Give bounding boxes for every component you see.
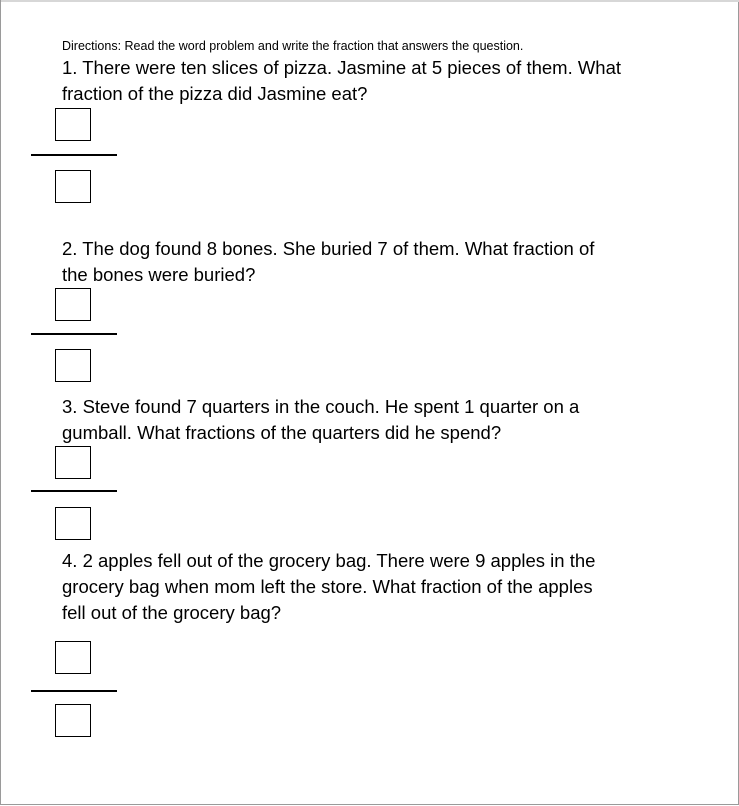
problem-4 [62,548,682,626]
problem-4-line-3: fell out of the grocery bag? [62,602,282,623]
problem-3-line-2: gumball. What fractions of the quarters did he spend? [62,422,502,443]
problem-2-line-2: the bones were buried? [62,264,256,285]
problem-4-fraction-bar [31,690,117,692]
problem-1-numerator-box[interactable] [55,108,91,141]
problem-4-numerator-box[interactable] [55,641,91,674]
problem-3 [62,394,682,446]
problem-1-line-2: fraction of the pizza did Jasmine eat? [62,83,368,104]
problem-2-denominator-box[interactable] [55,349,91,382]
problem-2-numerator-box[interactable] [55,288,91,321]
problem-3-numerator-box[interactable] [55,446,91,479]
problem-4-denominator-box[interactable] [55,704,91,737]
problem-1-denominator-box[interactable] [55,170,91,203]
directions-text: Directions: Read the word problem and write the fraction that answers the question. [62,39,524,53]
problem-3-line-1: 3. Steve found 7 quarters in the couch. He spent 1 quarter on a [62,396,580,417]
problem-4-line-2: grocery bag when mom left the store. What fraction of the apples [62,576,593,597]
problem-2-line-1: 2. The dog found 8 bones. She buried 7 of them. What fraction of [62,238,595,259]
problem-1 [62,55,682,107]
problem-4-line-1: 4. 2 apples fell out of the grocery bag. There were 9 apples in the [62,550,596,571]
problem-1-line-1: 1. There were ten slices of pizza. Jasmine at 5 pieces of them. What [62,57,622,78]
problem-1-fraction-bar [31,154,117,156]
problem-2 [62,236,682,288]
problem-3-fraction-bar [31,490,117,492]
problem-2-fraction-bar [31,333,117,335]
top-border [1,0,739,2]
problem-3-denominator-box[interactable] [55,507,91,540]
